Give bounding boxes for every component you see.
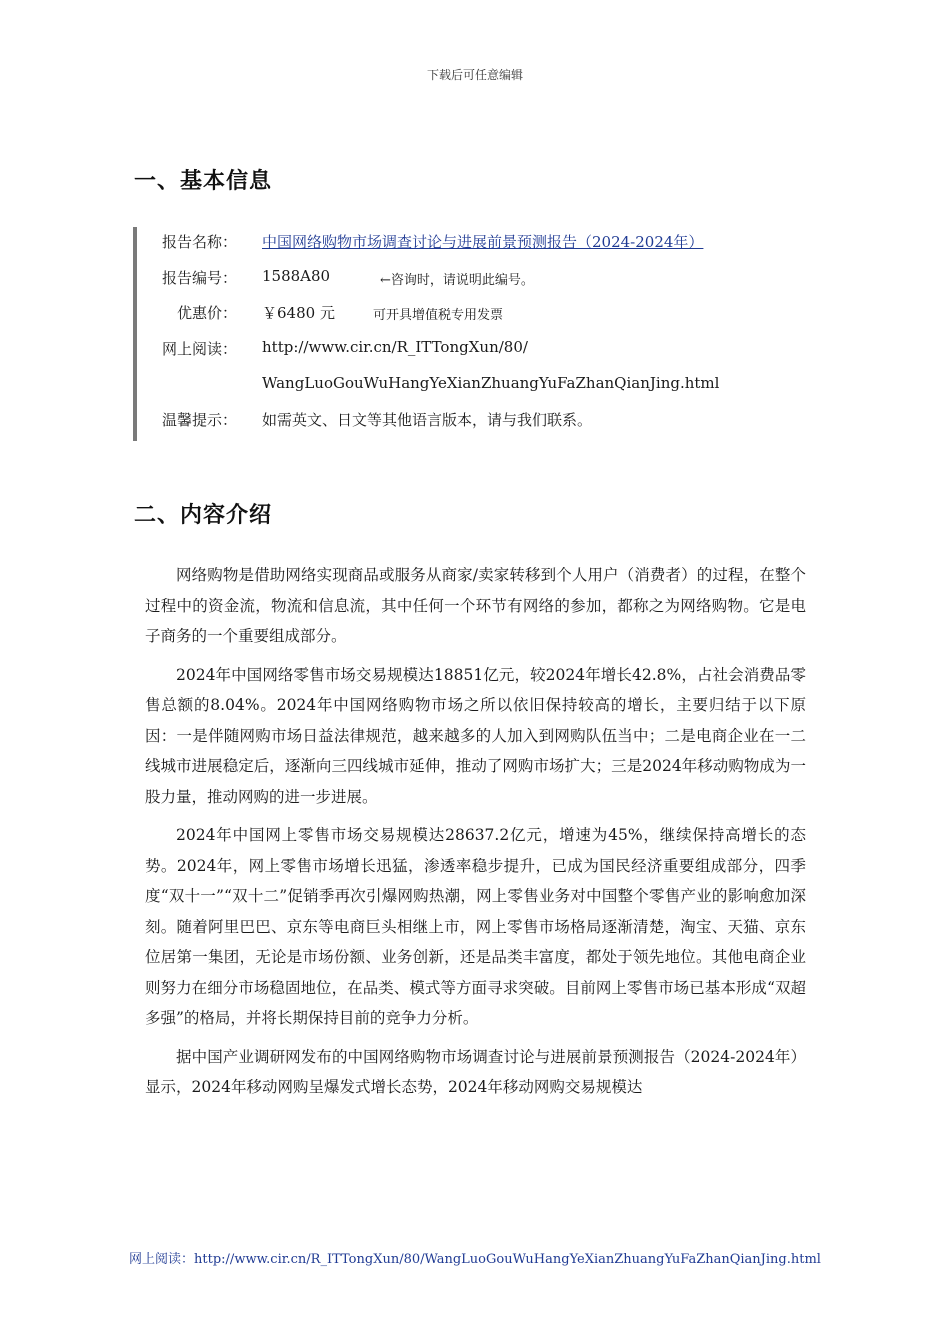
url-line2[interactable]: WangLuoGouWuHangYeXianZhuangYuFaZhanQianJing.html	[262, 374, 720, 392]
content-body	[145, 560, 806, 1111]
url-label: 网上阅读：	[161, 340, 237, 358]
tip-label: 温馨提示：	[161, 411, 237, 429]
report-name-link[interactable]: 中国网络购物市场调查讨论与进展前景预测报告（2024-2024年）	[262, 233, 704, 251]
paragraph: 2024年中国网上零售市场交易规模达28637.2亿元，增速为45%，继续保持高增长的态势。2024年，网上零售市场增长迅猛，渗透率稳步提升，已成为国民经济重要组成部分，四季度“双十一”“双十二”促销季再次引爆网购热潮，网上零售业务对中国整个零售产业的影响愈加深刻。随着阿里巴巴、京东等电商巨头相继上市，网上零售市场格局逐渐清楚，淘宝、天猫、京东位居第一集团，无论是市场份额、业务创新，还是品类丰富度，都处于领先地位。其他电商企业则努力在细分市场稳固地位，在品类、模式等方面寻求突破。目前网上零售市场已基本形成“双超多强”的格局，并将长期保持目前的竞争力分析。	[145, 826, 806, 1027]
price-note: 可开具增值税专用发票	[373, 308, 504, 323]
header-note: 下载后可任意编辑	[426, 68, 523, 82]
tip-value: 如需英文、日文等其他语言版本，请与我们联系。	[262, 411, 593, 429]
section-title-content-intro: 二、内容介绍	[134, 503, 273, 528]
info-box	[133, 227, 777, 441]
paragraph: 据中国产业调研网发布的中国网络购物市场调查讨论与进展前景预测报告（2024-2024年）显示，2024年移动网购呈爆发式增长态势，2024年移动网购交易规模达	[145, 1047, 806, 1096]
report-code-value: 1588A80	[262, 267, 331, 285]
section-title-basic-info: 一、基本信息	[134, 169, 273, 194]
url-line1[interactable]: http://www.cir.cn/R_ITTongXun/80/	[262, 338, 528, 356]
report-name-label: 报告名称：	[161, 233, 237, 251]
report-code-note: ←咨询时，请说明此编号。	[380, 273, 534, 288]
report-code-label: 报告编号：	[161, 269, 237, 287]
price-label: 优惠价：	[176, 304, 237, 322]
footer-url-note[interactable]: 网上阅读：http://www.cir.cn/R_ITTongXun/80/WangLuoGouWuHangYeXianZhuangYuFaZhanQianJing.html	[129, 1252, 821, 1267]
paragraph: 网络购物是借助网络实现商品或服务从商家/卖家转移到个人用户（消费者）的过程，在整个过程中的资金流，物流和信息流，其中任何一个环节有网络的参加，都称之为网络购物。它是电子商务的一个重要组成部分。	[145, 566, 806, 645]
price-value: ￥6480 元	[262, 304, 335, 322]
paragraph: 2024年中国网络零售市场交易规模达18851亿元，较2024年增长42.8%，占社会消费品零售总额的8.04%。2024年中国网络购物市场之所以依旧保持较高的增长，主要归结于以下原因：一是伴随网购市场日益法律规范，越来越多的人加入到网购队伍当中；二是电商企业在一二线城市进展稳定后，逐渐向三四线城市延伸，推动了网购市场扩大；三是2024年移动购物成为一股力量，推动网购的进一步进展。	[145, 665, 806, 806]
